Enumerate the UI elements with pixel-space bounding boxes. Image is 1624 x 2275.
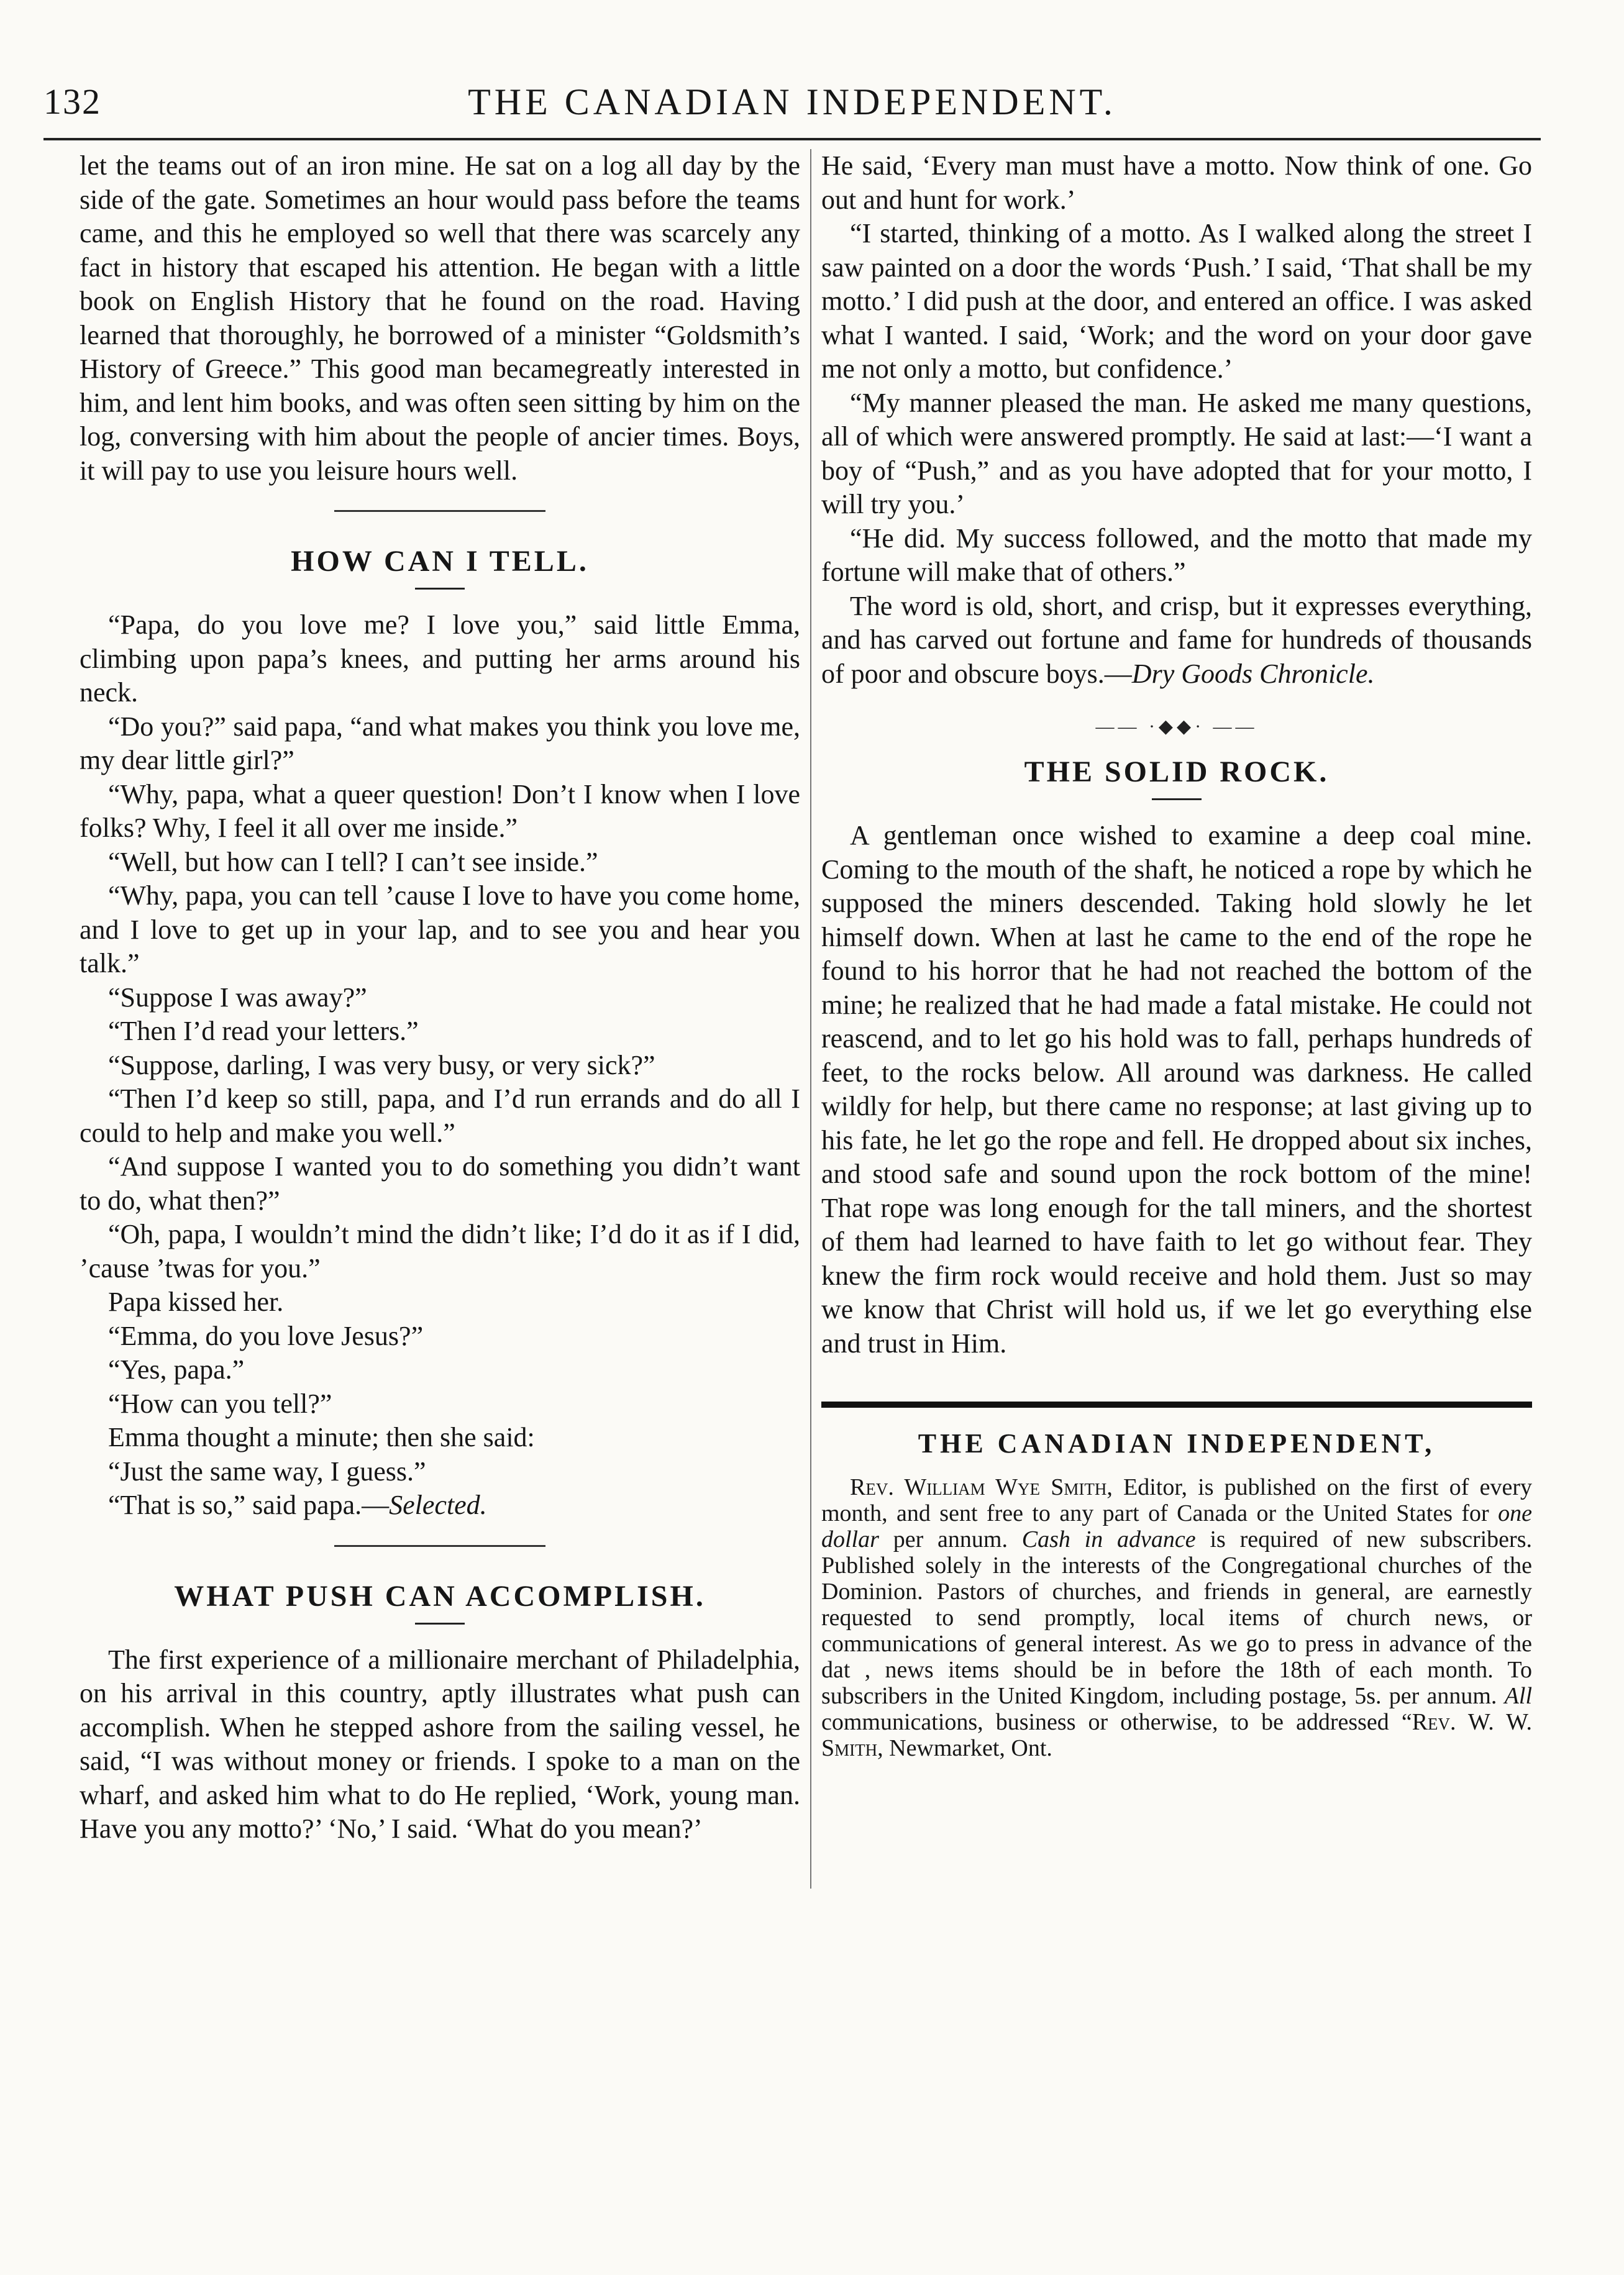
intro-paragraph: let the teams out of an iron mine. He sat on a log all day by the side of the gate. Sometimes an hour would pass before the teams came, and this he employed so well that there was scarcely any fact in history that escaped his attention. He began with a little book on English History that he found on the road. Having learned that thoroughly, he borrowed of a minister “Goldsmith’s History of Greece.” This good man becamegreatly interested in him, and lent him books, and was often seen sitting by him on the log, conversing with him about the people of ancier times. Boys, it will pay to use you leisure hours well. [80, 150, 800, 486]
column-divider [810, 149, 811, 1889]
push-continued-paragraph: “He did. My success followed, and the motto that made my fortune will make that of others.” [821, 522, 1532, 587]
masthead-title: THE CANADIAN INDEPENDENT, [918, 1428, 1436, 1459]
title-rule [415, 588, 465, 590]
push-closing-paragraph [821, 590, 1532, 691]
header-rule [43, 138, 1541, 140]
closing-line [80, 1489, 800, 1523]
dialogue-paragraph: “Suppose I was away?” [108, 982, 367, 1013]
masthead-rule [821, 1402, 1532, 1408]
dialogue-paragraph: “Well, but how can I tell? I can’t see inside.” [108, 846, 598, 877]
title-rule [415, 1623, 465, 1625]
dialogue-paragraph: “Just the same way, I guess.” [108, 1456, 426, 1487]
title-rule [1152, 798, 1202, 800]
dialogue-paragraph: “How can you tell?” [108, 1388, 332, 1419]
how-can-i-tell-body [80, 608, 800, 1523]
dialogue-paragraph: “Suppose, darling, I was very busy, or very sick?” [108, 1049, 655, 1080]
dialogue-paragraph: “And suppose I wanted you to do something you didn’t want to do, what then?” [80, 1151, 800, 1216]
all-communications: All [1504, 1683, 1532, 1709]
notice-text: , Editor, is published on the first of every month, and sent free to any part of Canada or the United States for [821, 1474, 1532, 1526]
push-continued-paragraph: He said, ‘Every man must have a motto. Now think of one. Go out and hunt for work.’ [821, 150, 1532, 215]
dialogue-paragraph: “Papa, do you love me? I love you,” said little Emma, climbing upon papa’s knees, and putting her arms around his neck. [80, 609, 800, 708]
dialogue-paragraph: “Do you?” said papa, “and what makes you think you love me, my dear little girl?” [80, 711, 800, 775]
push-closing-text: The word is old, short, and crisp, but it expresses everything, and has carved out fortune and fame for hundreds of thousands of poor and obscure boys.— [821, 590, 1532, 689]
closing-line-text: “That is so,” said papa.— [108, 1490, 390, 1520]
push-continued-paragraph: “I started, thinking of a motto. As I walked along the street I saw painted on a door the words ‘Push.’ I said, ‘That shall be my motto.’ I did push at the door, and entered an office. I was asked what I wanted. I said, ‘Work; and the word on your door gave me not only a motto, but confidence.’ [821, 218, 1532, 384]
address-name: Rev. W. W. Smith [821, 1709, 1532, 1761]
journal-title: THE CANADIAN INDEPENDENT. [468, 81, 1116, 122]
attribution: Selected. [389, 1490, 487, 1520]
solid-rock-paragraph: A gentleman once wished to examine a deep coal mine. Coming to the mouth of the shaft, he noticed a rope by which he supposed the miners descended. Taking hold slowly he let himself down. When at last he came to the end of the rope he found to his horror that he had not reached the bottom of the mine; he realized that he had made a fatal mistake. He could not reascend, and to let go his hold was to fall, perhaps hundreds of feet, to the rocks below. All around was darkness. He called wildly for help, but there came no response; at last giving up to his fate, he let go the rope and fell. He dropped about six inches, and stood safe and sound upon the rock bottom of the mine! That rope was long enough for the tall miners, and the shortest of them had learned to have faith to let go without fear. They knew the firm rock would receive and hold them. Just so may we know that Christ will hold us, if we let go everything else and trust in Him. [821, 820, 1532, 1359]
notice-paragraph [821, 1474, 1532, 1761]
how-can-i-tell-title: HOW CAN I TELL. [291, 545, 589, 578]
notice-text: is required of new subscribers. Published solely in the interests of the Congregational churches of the Dominion. Pastors of churches, and friends in general, are earnestly requested to send promptly, local items of church news, or communications of general interest. As we go to press in advance of the dat , news items should be in before the 18th of each month. To subscribers in the United Kingdom, including postage, 5s. per annum. [821, 1526, 1532, 1709]
dialogue-paragraph: “Oh, papa, I wouldn’t mind the didn’t like; I’d do it as if I did, ’cause ’twas for you.” [80, 1219, 800, 1283]
section-ornament: —— ·◆◆· —— [1095, 716, 1258, 737]
address-place: , Newmarket, Ont. [877, 1735, 1052, 1761]
dialogue-paragraph: “Emma, do you love Jesus?” [108, 1320, 424, 1351]
right-column [821, 149, 1532, 1761]
dialogue-paragraph: Emma thought a minute; then she said: [108, 1422, 535, 1452]
notice-text: communications, business or otherwise, to be addressed “ [821, 1709, 1412, 1735]
publication-notice [821, 1474, 1532, 1761]
editor-name: Rev. William Wye Smith [850, 1474, 1107, 1500]
what-push-paragraph: The first experience of a millionaire merchant of Philadelphia, on his arrival in this country, aptly illustrates what push can accomplish. When he stepped ashore from the sailing vessel, he said, “I was without money or friends. I spoke to a man on the wharf, and asked him what to do He replied, ‘Work, young man. Have you any motto?’ ‘No,’ I said. ‘What do you mean?’ [80, 1644, 800, 1844]
dialogue-paragraph: “Yes, papa.” [108, 1354, 245, 1385]
left-column [80, 149, 800, 1846]
notice-text: per annum. [878, 1526, 1022, 1552]
dialogue-paragraph: “Then I’d read your letters.” [108, 1016, 419, 1046]
cash-in-advance: Cash in advance [1021, 1526, 1196, 1552]
price: one dollar [821, 1500, 1532, 1552]
solid-rock-title: THE SOLID ROCK. [1024, 755, 1330, 788]
what-push-title: WHAT PUSH CAN ACCOMPLISH. [174, 1579, 706, 1613]
section-separator [334, 1545, 545, 1547]
page-header [43, 81, 1541, 137]
page-number: 132 [43, 81, 101, 122]
dialogue-paragraph: “Why, papa, you can tell ’cause I love to have you come home, and I love to get up in your lap, and to see you and hear you talk.” [80, 880, 800, 978]
push-continued-paragraph: “My manner pleased the man. He asked me many questions, all of which were answered promptly. He said at last:—‘I want a boy of “Push,” and as you have adopted that for your motto, I will try you.’ [821, 387, 1532, 519]
section-separator [334, 510, 545, 512]
dialogue-paragraph: Papa kissed her. [108, 1287, 284, 1317]
push-source: Dry Goods Chronicle. [1131, 658, 1375, 689]
dialogue-paragraph: “Then I’d keep so still, papa, and I’d run errands and do all I could to help and make you well.” [80, 1083, 800, 1148]
dialogue-paragraph: “Why, papa, what a queer question! Don’t I know when I love folks? Why, I feel it all over me inside.” [80, 778, 800, 843]
